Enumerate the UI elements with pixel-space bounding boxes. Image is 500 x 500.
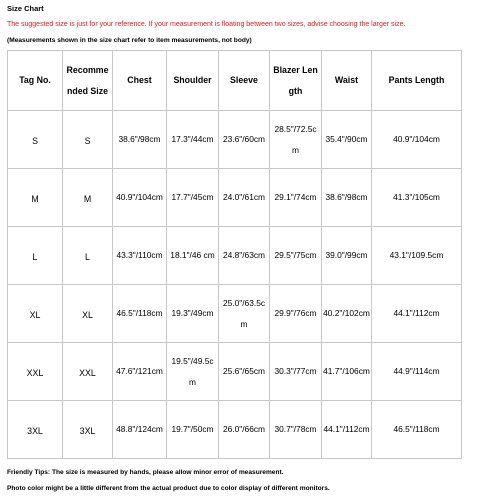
cell-pants-length: 40.9"/104cm: [372, 111, 462, 169]
cell-blazer-length: 29.1"/74cm: [270, 169, 322, 227]
cell-recommended-size: M: [63, 169, 113, 227]
page-title: Size Chart: [7, 4, 44, 13]
cell-recommended-size: XXL: [63, 343, 113, 401]
size-table: [7, 50, 462, 459]
cell-shoulder: 18.1"/46 cm: [167, 227, 219, 285]
header-blazer-length: Blazer Length: [270, 51, 322, 111]
table-row: [8, 227, 462, 285]
cell-recommended-size: S: [63, 111, 113, 169]
cell-chest: 43.3"/110cm: [113, 227, 167, 285]
cell-tag-no: M: [8, 169, 63, 227]
cell-sleeve: 24.8"/63cm: [219, 227, 270, 285]
cell-waist: 35.4"/90cm: [322, 111, 372, 169]
cell-waist: 44.1"/112cm: [322, 401, 372, 459]
cell-sleeve: 25.6"/65cm: [219, 343, 270, 401]
cell-waist: 40.2"/102cm: [322, 285, 372, 343]
cell-chest: 38.6"/98cm: [113, 111, 167, 169]
table-row: [8, 111, 462, 169]
table-row: [8, 169, 462, 227]
header-waist: Waist: [322, 51, 372, 111]
cell-shoulder: 19.7"/50cm: [167, 401, 219, 459]
table-row: [8, 285, 462, 343]
measurement-note: (Measurements shown in the size chart refer to item measurements, not body): [7, 37, 252, 44]
cell-sleeve: 24.0"/61cm: [219, 169, 270, 227]
cell-tag-no: 3XL: [8, 401, 63, 459]
cell-pants-length: 46.5"/118cm: [372, 401, 462, 459]
cell-shoulder: 19.3"/49cm: [167, 285, 219, 343]
cell-pants-length: 43.1"/109.5cm: [372, 227, 462, 285]
table-body: [8, 111, 462, 459]
cell-waist: 39.0"/99cm: [322, 227, 372, 285]
header-chest: Chest: [113, 51, 167, 111]
cell-blazer-length: 29.5"/75cm: [270, 227, 322, 285]
cell-blazer-length: 29.9"/76cm: [270, 285, 322, 343]
table-row: [8, 401, 462, 459]
tip-measurement: Friendly Tips: The size is measured by hands, please allow minor error of measurement.: [7, 469, 284, 476]
cell-tag-no: XXL: [8, 343, 63, 401]
cell-sleeve: 23.6"/60cm: [219, 111, 270, 169]
header-tag-no: Tag No.: [8, 51, 63, 111]
cell-recommended-size: L: [63, 227, 113, 285]
cell-shoulder: 17.7"/45cm: [167, 169, 219, 227]
cell-tag-no: S: [8, 111, 63, 169]
tip-photo-color: Photo color might be a little different from the actual product due to color display of different monitors.: [7, 485, 330, 492]
cell-recommended-size: 3XL: [63, 401, 113, 459]
cell-chest: 48.8"/124cm: [113, 401, 167, 459]
cell-pants-length: 44.9"/114cm: [372, 343, 462, 401]
header-recommended-size: Recommended Size: [63, 51, 113, 111]
cell-tag-no: L: [8, 227, 63, 285]
cell-chest: 47.6"/121cm: [113, 343, 167, 401]
cell-waist: 41.7"/106cm: [322, 343, 372, 401]
cell-chest: 46.5"/118cm: [113, 285, 167, 343]
size-notice: The suggested size is just for your reference. If your measurement is floating between two sizes, advise choosing the larger size.: [7, 21, 406, 28]
cell-tag-no: XL: [8, 285, 63, 343]
header-shoulder: Shoulder: [167, 51, 219, 111]
table-row: [8, 343, 462, 401]
cell-sleeve: 26.0"/66cm: [219, 401, 270, 459]
header-pants-length: Pants Length: [372, 51, 462, 111]
cell-chest: 40.9"/104cm: [113, 169, 167, 227]
cell-recommended-size: XL: [63, 285, 113, 343]
cell-sleeve: 25.0"/63.5cm: [219, 285, 270, 343]
cell-shoulder: 19.5"/49.5cm: [167, 343, 219, 401]
table-header-row: [8, 51, 462, 111]
cell-blazer-length: 28.5"/72.5cm: [270, 111, 322, 169]
cell-pants-length: 41.3"/105cm: [372, 169, 462, 227]
cell-pants-length: 44.1"/112cm: [372, 285, 462, 343]
cell-waist: 38.6"/98cm: [322, 169, 372, 227]
cell-blazer-length: 30.3"/77cm: [270, 343, 322, 401]
header-sleeve: Sleeve: [219, 51, 270, 111]
cell-blazer-length: 30.7"/78cm: [270, 401, 322, 459]
cell-shoulder: 17.3"/44cm: [167, 111, 219, 169]
